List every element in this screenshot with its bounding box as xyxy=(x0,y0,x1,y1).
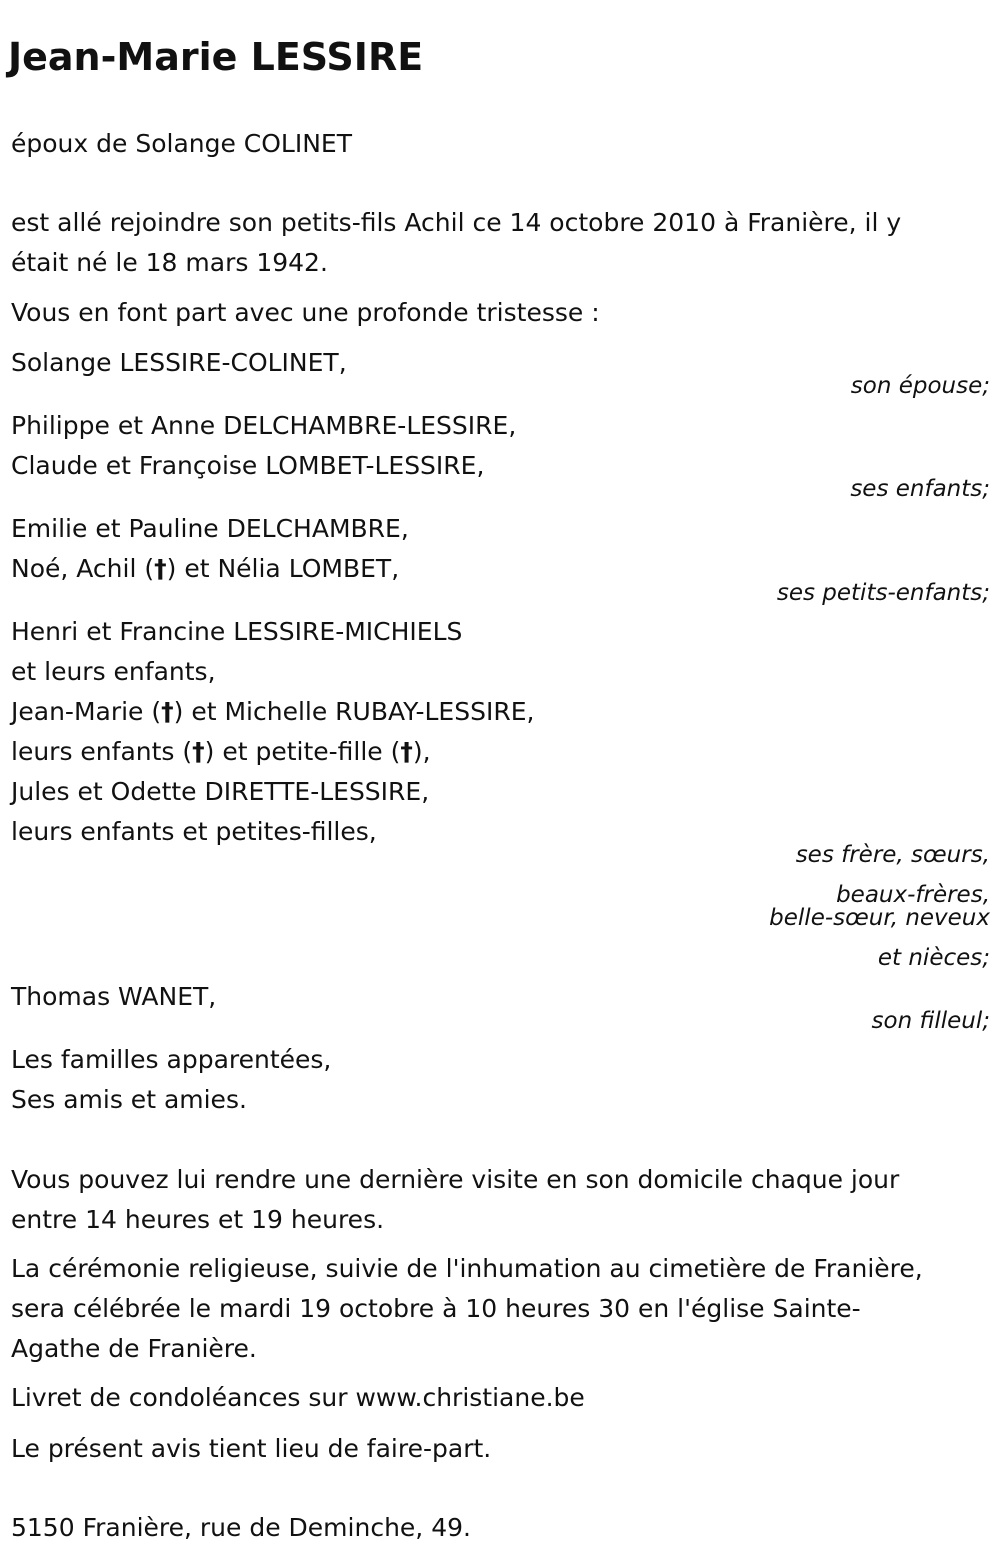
siblings-line-5: Jules et Odette DIRETTE-LESSIRE, xyxy=(11,777,430,806)
siblings-line-4 xyxy=(11,732,431,772)
child-name-2: Claude et Françoise LOMBET-LESSIRE, xyxy=(11,451,485,480)
cross-icon: † xyxy=(400,737,413,766)
cross-icon: † xyxy=(192,737,205,766)
siblings-line-4-a: leurs enfants ( xyxy=(11,737,193,766)
others-line-2: Ses amis et amies. xyxy=(11,1085,247,1114)
spouse-name: Solange LESSIRE-COLINET, xyxy=(11,348,347,377)
relation-godson: son filleul; xyxy=(871,1008,990,1034)
address-line: 5150 Franière, rue de Deminche, 49. xyxy=(11,1513,471,1542)
siblings-line-3-b: ) et Michelle RUBAY-LESSIRE, xyxy=(173,697,535,726)
relation-siblings-3: belle-sœur, neveux xyxy=(769,905,990,931)
spouse-line: époux de Solange COLINET xyxy=(11,129,353,158)
relation-siblings-4: et nièces; xyxy=(877,945,990,971)
grandchildren-line-2-b: ) et Nélia LOMBET, xyxy=(166,554,400,583)
others-line-1: Les familles apparentées, xyxy=(11,1045,332,1074)
ceremony-line-2: sera célébrée le mardi 19 octobre à 10 heures 30 en l'église Sainte- xyxy=(11,1294,861,1323)
godson-name: Thomas WANET, xyxy=(11,982,217,1011)
ceremony-line-1: La cérémonie religieuse, suivie de l'inhumation au cimetière de Franière, xyxy=(11,1254,923,1283)
grandchildren-line-2-a: Noé, Achil ( xyxy=(11,554,155,583)
relation-spouse: son épouse; xyxy=(850,373,990,399)
siblings-line-6: leurs enfants et petites-filles, xyxy=(11,817,377,846)
cross-icon: † xyxy=(154,554,167,583)
relation-grandchildren: ses petits-enfants; xyxy=(776,580,990,606)
deceased-name-title: Jean-Marie LESSIRE xyxy=(8,35,424,79)
child-name-1: Philippe et Anne DELCHAMBRE-LESSIRE, xyxy=(11,411,517,440)
visit-line-1: Vous pouvez lui rendre une dernière visite en son domicile chaque jour xyxy=(11,1165,900,1194)
relation-siblings-2: beaux-frères, xyxy=(836,882,990,908)
condolences-line: Livret de condoléances sur www.christiane.be xyxy=(11,1383,585,1412)
cross-icon: † xyxy=(161,697,174,726)
siblings-line-1: Henri et Francine LESSIRE-MICHIELS xyxy=(11,617,463,646)
relation-siblings-1: ses frère, sœurs, xyxy=(795,842,990,868)
siblings-line-4-b: ) et petite-fille ( xyxy=(204,737,401,766)
siblings-line-3 xyxy=(11,692,534,732)
announcement-line: Vous en font part avec une profonde tristesse : xyxy=(11,298,600,327)
siblings-line-4-c: ), xyxy=(412,737,431,766)
grandchildren-line-2 xyxy=(11,549,399,589)
siblings-line-3-a: Jean-Marie ( xyxy=(11,697,162,726)
relation-children: ses enfants; xyxy=(850,476,990,502)
visit-line-2: entre 14 heures et 19 heures. xyxy=(11,1205,385,1234)
ceremony-line-3: Agathe de Franière. xyxy=(11,1334,257,1363)
notice-line: Le présent avis tient lieu de faire-part. xyxy=(11,1434,492,1463)
intro-line-1: est allé rejoindre son petits-fils Achil ce 14 octobre 2010 à Franière, il y xyxy=(11,208,902,237)
siblings-line-2: et leurs enfants, xyxy=(11,657,216,686)
intro-line-2: était né le 18 mars 1942. xyxy=(11,248,328,277)
grandchildren-line-1: Emilie et Pauline DELCHAMBRE, xyxy=(11,514,409,543)
